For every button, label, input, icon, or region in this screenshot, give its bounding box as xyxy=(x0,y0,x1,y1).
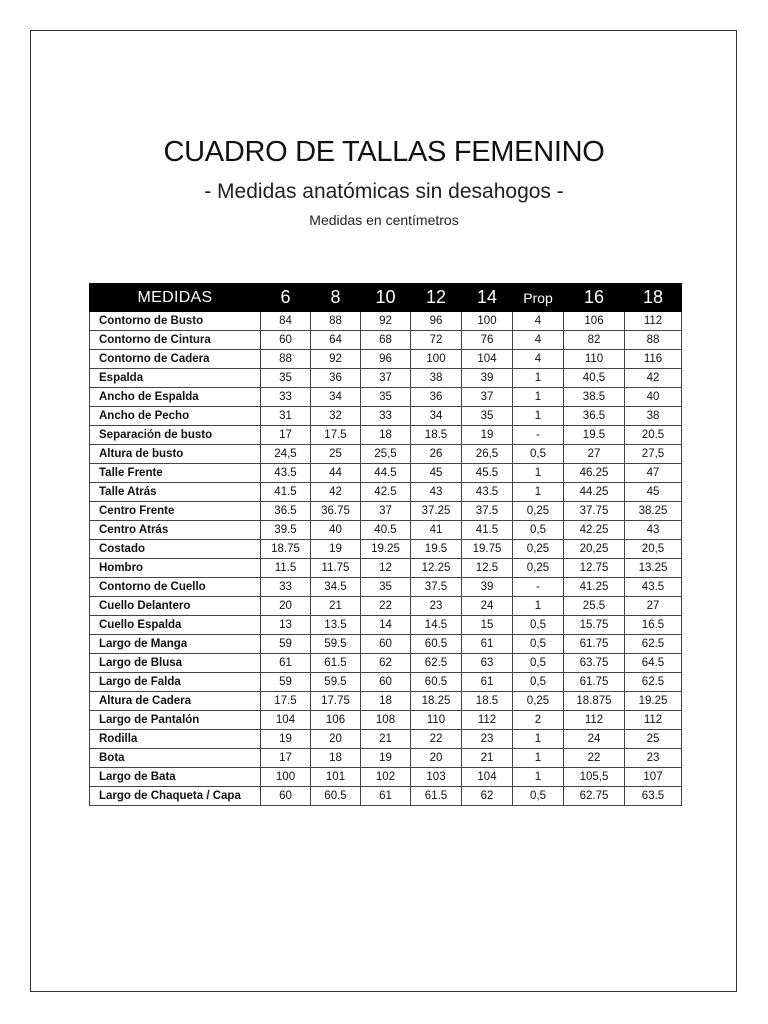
row-label: Largo de Chaqueta / Capa xyxy=(90,787,261,806)
table-cell: 63.5 xyxy=(625,787,682,806)
table-cell: 0,5 xyxy=(513,654,564,673)
table-cell: 38 xyxy=(411,369,462,388)
table-row xyxy=(90,502,682,521)
header-size-1: 6 xyxy=(261,284,311,312)
table-cell: 61 xyxy=(462,635,513,654)
table-cell: 35 xyxy=(261,369,311,388)
table-cell: 100 xyxy=(462,312,513,331)
table-cell: 0,25 xyxy=(513,559,564,578)
table-cell: 18 xyxy=(311,749,361,768)
table-body xyxy=(90,312,682,806)
table-cell: 106 xyxy=(311,711,361,730)
row-label: Talle Frente xyxy=(90,464,261,483)
table-cell: 22 xyxy=(411,730,462,749)
header-size-7: 16 xyxy=(564,284,625,312)
table-row xyxy=(90,654,682,673)
row-label: Centro Atrás xyxy=(90,521,261,540)
table-cell: 59 xyxy=(261,635,311,654)
table-cell: 34.5 xyxy=(311,578,361,597)
table-cell: 11.75 xyxy=(311,559,361,578)
table-cell: 40 xyxy=(625,388,682,407)
table-cell: 104 xyxy=(462,768,513,787)
table-cell: 15.75 xyxy=(564,616,625,635)
table-cell: 27,5 xyxy=(625,445,682,464)
row-label: Centro Frente xyxy=(90,502,261,521)
table-cell: 46.25 xyxy=(564,464,625,483)
table-cell: 11.5 xyxy=(261,559,311,578)
table-cell: 88 xyxy=(625,331,682,350)
table-cell: 19.75 xyxy=(462,540,513,559)
table-cell: 17 xyxy=(261,426,311,445)
table-cell: 41 xyxy=(411,521,462,540)
table-cell: 13.25 xyxy=(625,559,682,578)
table-cell: 34 xyxy=(411,407,462,426)
table-cell: 101 xyxy=(311,768,361,787)
table-cell: 60 xyxy=(361,673,411,692)
table-cell: 4 xyxy=(513,350,564,369)
table-cell: 0,25 xyxy=(513,540,564,559)
table-cell: 110 xyxy=(411,711,462,730)
table-cell: 17.75 xyxy=(311,692,361,711)
table-cell: 37.75 xyxy=(564,502,625,521)
table-cell: 21 xyxy=(462,749,513,768)
table-cell: 22 xyxy=(361,597,411,616)
table-cell: 20 xyxy=(311,730,361,749)
table-row xyxy=(90,407,682,426)
table-cell: 96 xyxy=(361,350,411,369)
table-cell: 4 xyxy=(513,312,564,331)
table-cell: 1 xyxy=(513,369,564,388)
table-cell: 34 xyxy=(311,388,361,407)
table-cell: 23 xyxy=(411,597,462,616)
row-label: Largo de Pantalón xyxy=(90,711,261,730)
table-cell: 1 xyxy=(513,730,564,749)
table-cell: 60 xyxy=(261,331,311,350)
table-cell: 36 xyxy=(411,388,462,407)
table-cell: 41.25 xyxy=(564,578,625,597)
table-cell: 42 xyxy=(625,369,682,388)
table-cell: - xyxy=(513,578,564,597)
table-cell: 60.5 xyxy=(411,673,462,692)
table-cell: 23 xyxy=(462,730,513,749)
row-label: Costado xyxy=(90,540,261,559)
table-cell: 19 xyxy=(311,540,361,559)
table-cell: 62.5 xyxy=(625,635,682,654)
table-row xyxy=(90,464,682,483)
table-cell: 31 xyxy=(261,407,311,426)
row-label: Bota xyxy=(90,749,261,768)
header-size-4: 12 xyxy=(411,284,462,312)
header-size-6: Prop xyxy=(513,284,564,312)
table-cell: 112 xyxy=(564,711,625,730)
table-cell: 17 xyxy=(261,749,311,768)
table-row xyxy=(90,749,682,768)
row-label: Largo de Bata xyxy=(90,768,261,787)
table-row xyxy=(90,635,682,654)
table-cell: 43.5 xyxy=(462,483,513,502)
table-row xyxy=(90,730,682,749)
table-cell: 13 xyxy=(261,616,311,635)
table-cell: 21 xyxy=(361,730,411,749)
table-cell: 18 xyxy=(361,426,411,445)
table-cell: 25 xyxy=(311,445,361,464)
table-cell: 14.5 xyxy=(411,616,462,635)
table-cell: 15 xyxy=(462,616,513,635)
table-cell: 40.5 xyxy=(361,521,411,540)
table-cell: 88 xyxy=(261,350,311,369)
size-chart-table xyxy=(89,283,682,806)
table-cell: 12.75 xyxy=(564,559,625,578)
table-cell: 33 xyxy=(361,407,411,426)
units-note: Medidas en centímetros xyxy=(309,212,459,228)
table-cell: 18.75 xyxy=(261,540,311,559)
table-cell: 20 xyxy=(411,749,462,768)
table-row xyxy=(90,559,682,578)
table-row xyxy=(90,578,682,597)
table-cell: 104 xyxy=(261,711,311,730)
row-label: Ancho de Espalda xyxy=(90,388,261,407)
table-cell: 36.5 xyxy=(564,407,625,426)
table-cell: 37.5 xyxy=(462,502,513,521)
table-cell: 1 xyxy=(513,483,564,502)
table-cell: 36.75 xyxy=(311,502,361,521)
table-row xyxy=(90,388,682,407)
row-label: Talle Atrás xyxy=(90,483,261,502)
table-cell: 62.75 xyxy=(564,787,625,806)
table-cell: 18.5 xyxy=(411,426,462,445)
table-cell: 20,5 xyxy=(625,540,682,559)
table-cell: 82 xyxy=(564,331,625,350)
table-cell: 84 xyxy=(261,312,311,331)
table-cell: 20 xyxy=(261,597,311,616)
table-cell: 19 xyxy=(462,426,513,445)
table-cell: 0,5 xyxy=(513,673,564,692)
table-cell: 61.5 xyxy=(411,787,462,806)
table-row xyxy=(90,711,682,730)
table-cell: 0,5 xyxy=(513,787,564,806)
table-cell: 20.5 xyxy=(625,426,682,445)
table-cell: 60 xyxy=(361,635,411,654)
table-cell: 1 xyxy=(513,749,564,768)
table-row xyxy=(90,445,682,464)
table-cell: 37.25 xyxy=(411,502,462,521)
row-label: Contorno de Cuello xyxy=(90,578,261,597)
table-cell: 100 xyxy=(261,768,311,787)
table-cell: 38.25 xyxy=(625,502,682,521)
table-row xyxy=(90,768,682,787)
table-cell: 18.25 xyxy=(411,692,462,711)
table-cell: 45.5 xyxy=(462,464,513,483)
table-cell: 0,5 xyxy=(513,445,564,464)
table-cell: 61.75 xyxy=(564,635,625,654)
table-cell: - xyxy=(513,426,564,445)
table-row xyxy=(90,426,682,445)
table-cell: 41.5 xyxy=(261,483,311,502)
table-cell: 16.5 xyxy=(625,616,682,635)
table-cell: 23 xyxy=(625,749,682,768)
table-row xyxy=(90,540,682,559)
row-label: Rodilla xyxy=(90,730,261,749)
table-cell: 104 xyxy=(462,350,513,369)
table-cell: 45 xyxy=(625,483,682,502)
row-label: Contorno de Busto xyxy=(90,312,261,331)
table-cell: 41.5 xyxy=(462,521,513,540)
table-cell: 37.5 xyxy=(411,578,462,597)
table-cell: 112 xyxy=(462,711,513,730)
table-cell: 64 xyxy=(311,331,361,350)
row-label: Contorno de Cintura xyxy=(90,331,261,350)
table-cell: 103 xyxy=(411,768,462,787)
table-row xyxy=(90,521,682,540)
table-cell: 39.5 xyxy=(261,521,311,540)
table-cell: 19.5 xyxy=(564,426,625,445)
table-cell: 42 xyxy=(311,483,361,502)
table-cell: 43.5 xyxy=(261,464,311,483)
table-cell: 1 xyxy=(513,464,564,483)
row-label: Altura de Cadera xyxy=(90,692,261,711)
table-cell: 1 xyxy=(513,768,564,787)
table-cell: 27 xyxy=(564,445,625,464)
table-cell: 112 xyxy=(625,711,682,730)
table-row xyxy=(90,483,682,502)
row-label: Largo de Blusa xyxy=(90,654,261,673)
table-cell: 100 xyxy=(411,350,462,369)
table-header-row xyxy=(90,284,682,312)
header-size-5: 14 xyxy=(462,284,513,312)
table-cell: 26,5 xyxy=(462,445,513,464)
table-cell: 63.75 xyxy=(564,654,625,673)
table-cell: 112 xyxy=(625,312,682,331)
table-cell: 42.5 xyxy=(361,483,411,502)
table-cell: 0,5 xyxy=(513,616,564,635)
row-label: Hombro xyxy=(90,559,261,578)
table-cell: 37 xyxy=(462,388,513,407)
row-label: Espalda xyxy=(90,369,261,388)
table-cell: 40 xyxy=(311,521,361,540)
table-cell: 106 xyxy=(564,312,625,331)
table-cell: 43 xyxy=(411,483,462,502)
row-label: Ancho de Pecho xyxy=(90,407,261,426)
table-cell: 39 xyxy=(462,369,513,388)
table-cell: 44 xyxy=(311,464,361,483)
table-cell: 61 xyxy=(261,654,311,673)
table-cell: 62 xyxy=(462,787,513,806)
header-size-3: 10 xyxy=(361,284,411,312)
table-cell: 60.5 xyxy=(311,787,361,806)
table-cell: 92 xyxy=(361,312,411,331)
table-cell: 25.5 xyxy=(564,597,625,616)
row-label: Cuello Espalda xyxy=(90,616,261,635)
table-cell: 61 xyxy=(462,673,513,692)
table-cell: 38.5 xyxy=(564,388,625,407)
table-cell: 25,5 xyxy=(361,445,411,464)
table-cell: 17.5 xyxy=(261,692,311,711)
table-cell: 62.5 xyxy=(625,673,682,692)
table-cell: 19.25 xyxy=(361,540,411,559)
table-cell: 92 xyxy=(311,350,361,369)
table-cell: 72 xyxy=(411,331,462,350)
table-cell: 107 xyxy=(625,768,682,787)
table-cell: 44.25 xyxy=(564,483,625,502)
table-cell: 36 xyxy=(311,369,361,388)
table-cell: 110 xyxy=(564,350,625,369)
table-cell: 19.5 xyxy=(411,540,462,559)
table-cell: 60.5 xyxy=(411,635,462,654)
table-cell: 96 xyxy=(411,312,462,331)
table-cell: 19 xyxy=(261,730,311,749)
table-cell: 0,25 xyxy=(513,692,564,711)
table-row xyxy=(90,597,682,616)
table-cell: 63 xyxy=(462,654,513,673)
table-cell: 42.25 xyxy=(564,521,625,540)
header-size-8: 18 xyxy=(625,284,682,312)
table-row xyxy=(90,616,682,635)
table-cell: 76 xyxy=(462,331,513,350)
table-cell: 0,5 xyxy=(513,521,564,540)
table-cell: 108 xyxy=(361,711,411,730)
table-row xyxy=(90,350,682,369)
table-cell: 39 xyxy=(462,578,513,597)
header-medidas: MEDIDAS xyxy=(90,284,261,312)
table-cell: 45 xyxy=(411,464,462,483)
table-row xyxy=(90,369,682,388)
table-row xyxy=(90,331,682,350)
table-cell: 43 xyxy=(625,521,682,540)
row-label: Cuello Delantero xyxy=(90,597,261,616)
table-cell: 37 xyxy=(361,502,411,521)
table-cell: 4 xyxy=(513,331,564,350)
table-cell: 40,5 xyxy=(564,369,625,388)
table-cell: 17.5 xyxy=(311,426,361,445)
table-cell: 68 xyxy=(361,331,411,350)
header-size-2: 8 xyxy=(311,284,361,312)
table-cell: 1 xyxy=(513,597,564,616)
table-row xyxy=(90,312,682,331)
document-title: CUADRO DE TALLAS FEMENINO xyxy=(163,136,605,168)
table-cell: 14 xyxy=(361,616,411,635)
table-cell: 105,5 xyxy=(564,768,625,787)
table-cell: 18 xyxy=(361,692,411,711)
table-cell: 21 xyxy=(311,597,361,616)
table-cell: 1 xyxy=(513,407,564,426)
row-label: Largo de Manga xyxy=(90,635,261,654)
table-cell: 35 xyxy=(462,407,513,426)
table-cell: 35 xyxy=(361,388,411,407)
table-cell: 13.5 xyxy=(311,616,361,635)
row-label: Separación de busto xyxy=(90,426,261,445)
table-cell: 24 xyxy=(462,597,513,616)
table-cell: 0,25 xyxy=(513,502,564,521)
table-cell: 59 xyxy=(261,673,311,692)
table-cell: 18.5 xyxy=(462,692,513,711)
table-cell: 24,5 xyxy=(261,445,311,464)
table-cell: 26 xyxy=(411,445,462,464)
table-cell: 18.875 xyxy=(564,692,625,711)
table-cell: 25 xyxy=(625,730,682,749)
table-cell: 1 xyxy=(513,388,564,407)
table-cell: 36.5 xyxy=(261,502,311,521)
table-cell: 59.5 xyxy=(311,673,361,692)
table-cell: 33 xyxy=(261,388,311,407)
row-label: Contorno de Cadera xyxy=(90,350,261,369)
table-cell: 102 xyxy=(361,768,411,787)
table-cell: 12.25 xyxy=(411,559,462,578)
table-cell: 19.25 xyxy=(625,692,682,711)
table-cell: 62.5 xyxy=(411,654,462,673)
table-cell: 0,5 xyxy=(513,635,564,654)
table-cell: 59.5 xyxy=(311,635,361,654)
table-cell: 88 xyxy=(311,312,361,331)
table-cell: 116 xyxy=(625,350,682,369)
row-label: Largo de Falda xyxy=(90,673,261,692)
table-cell: 37 xyxy=(361,369,411,388)
table-cell: 32 xyxy=(311,407,361,426)
table-cell: 2 xyxy=(513,711,564,730)
table-cell: 44.5 xyxy=(361,464,411,483)
table-cell: 19 xyxy=(361,749,411,768)
table-cell: 64.5 xyxy=(625,654,682,673)
table-cell: 38 xyxy=(625,407,682,426)
table-row xyxy=(90,673,682,692)
table-cell: 12.5 xyxy=(462,559,513,578)
table-cell: 24 xyxy=(564,730,625,749)
table-cell: 61.5 xyxy=(311,654,361,673)
row-label: Altura de busto xyxy=(90,445,261,464)
table-row xyxy=(90,692,682,711)
table-cell: 27 xyxy=(625,597,682,616)
table-cell: 62 xyxy=(361,654,411,673)
table-cell: 61 xyxy=(361,787,411,806)
table-cell: 47 xyxy=(625,464,682,483)
table-cell: 20,25 xyxy=(564,540,625,559)
table-cell: 60 xyxy=(261,787,311,806)
document-subtitle: - Medidas anatómicas sin desahogos - xyxy=(204,180,564,203)
table-cell: 22 xyxy=(564,749,625,768)
table-cell: 33 xyxy=(261,578,311,597)
table-row xyxy=(90,787,682,806)
table-cell: 43.5 xyxy=(625,578,682,597)
table-cell: 35 xyxy=(361,578,411,597)
table-cell: 61.75 xyxy=(564,673,625,692)
table-cell: 12 xyxy=(361,559,411,578)
